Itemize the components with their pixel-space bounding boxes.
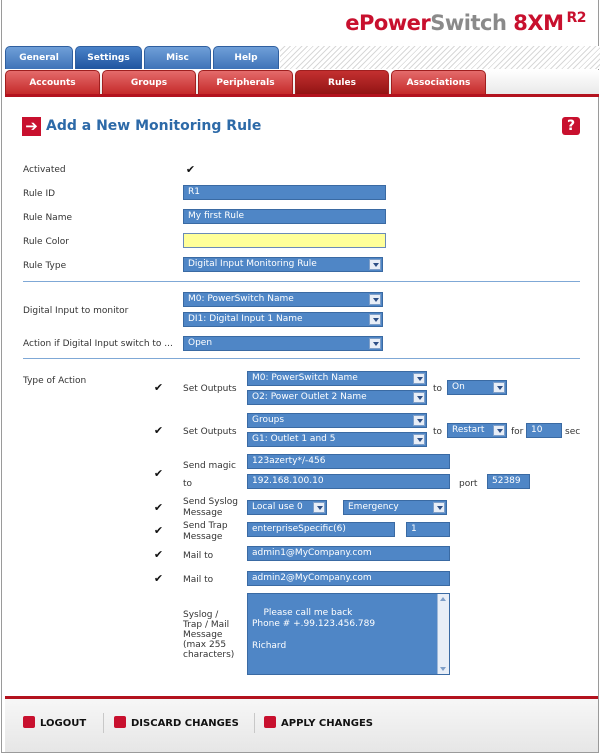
rule-id-label: Rule ID [23,189,56,199]
mail1-checkbox[interactable]: ✔ [153,548,164,561]
brand-logo [345,10,586,35]
close-icon [23,716,35,728]
trap-type-input[interactable]: enterpriseSpecific(6) [247,522,395,537]
set-outputs-1-checkbox[interactable]: ✔ [153,381,164,394]
scroll-down-icon[interactable] [440,667,446,671]
mail2-label: Mail to [183,575,214,585]
rule-color-label: Rule Color [23,237,69,247]
footer-separator [103,713,104,733]
chevron-down-icon[interactable] [493,425,505,436]
set-outputs-1-module-value: M0: PowerSwitch Name [252,373,358,383]
arrow-icon: ➔ [22,117,41,136]
subtab-accounts[interactable]: Accounts [5,70,100,94]
set-outputs-1-state-select[interactable] [447,380,507,395]
rule-type-value: Digital Input Monitoring Rule [188,259,317,269]
send-magic-label: Send magic [183,461,236,471]
set-outputs-1-outlet-value: O2: Power Outlet 2 Name [252,392,367,402]
chevron-down-icon[interactable] [433,502,445,513]
set-outputs-1-module-select[interactable] [247,371,427,386]
textarea-scrollbar[interactable] [437,594,449,674]
tab-general[interactable]: General [5,46,73,69]
di-action-label: Action if Digital Input switch to ... [23,339,173,349]
syslog-severity-value: Emergency [348,502,399,512]
message-label-line: Trap / Mail [183,620,230,630]
syslog-facility-select[interactable] [247,500,327,515]
trap-label-line2: Message [183,532,223,542]
separator [23,358,580,359]
syslog-label-line1: Send Syslog [183,497,238,507]
set-outputs-2-group-value: G1: Outlet 1 and 5 [252,434,336,444]
chevron-down-icon[interactable] [313,502,325,513]
chevron-down-icon[interactable] [369,314,381,325]
set-outputs-1-to-label: to [433,384,443,394]
set-outputs-1-state-value: On [452,382,465,392]
brand-part-switch: Switch [430,11,507,35]
rule-name-label: Rule Name [23,213,73,223]
send-magic-to-label: to [183,479,193,489]
footer-separator [254,713,255,733]
message-textarea[interactable] [247,593,450,675]
chevron-down-icon[interactable] [413,415,425,426]
sub-tabs [5,70,599,97]
type-of-action-label: Type of Action [23,376,87,386]
chevron-down-icon[interactable] [413,373,425,384]
rule-id-input[interactable]: R1 [183,185,386,200]
set-outputs-2-label: Set Outputs [183,427,237,437]
mail1-input[interactable]: admin1@MyCompany.com [247,546,450,561]
subtab-rules[interactable]: Rules [295,70,389,94]
mail2-input[interactable]: admin2@MyCompany.com [247,571,450,586]
chevron-down-icon[interactable] [413,392,425,403]
set-outputs-2-state-select[interactable] [447,423,507,438]
main-tabs [5,46,599,69]
tab-misc[interactable]: Misc [144,46,211,69]
discard-icon [114,716,126,728]
set-outputs-2-to-label: to [433,427,443,437]
discard-changes-button[interactable] [114,716,239,730]
set-outputs-2-state-value: Restart [452,425,485,435]
di-module-value: M0: PowerSwitch Name [188,294,294,304]
set-outputs-2-seconds-input[interactable]: 10 [526,423,562,438]
logout-label: LOGOUT [40,718,87,729]
di-action-value: Open [188,338,213,348]
apply-changes-button[interactable] [264,716,373,730]
chevron-down-icon[interactable] [369,294,381,305]
message-label-line: Message [183,630,223,640]
syslog-severity-select[interactable] [343,500,447,515]
trap-checkbox[interactable]: ✔ [153,524,164,537]
send-magic-port-label: port [459,479,478,489]
subtab-peripherals[interactable]: Peripherals [198,70,293,94]
mail1-label: Mail to [183,551,214,561]
set-outputs-2-checkbox[interactable]: ✔ [153,424,164,437]
set-outputs-2-sec-label: sec [565,427,581,437]
message-label [183,610,234,660]
set-outputs-1-label: Set Outputs [183,384,237,394]
page-title: Add a New Monitoring Rule [46,118,262,134]
rule-name-input[interactable]: My first Rule [183,209,386,224]
message-label-line: Syslog / [183,610,219,620]
message-label-line: characters) [183,650,235,660]
syslog-label-line2: Message [183,508,223,518]
set-outputs-2-for-label: for [511,427,524,437]
brand-part-model: 8XM [513,11,564,35]
rule-type-label: Rule Type [23,261,67,271]
activated-checkbox[interactable]: ✔ [185,163,196,176]
set-outputs-2-group-type-select[interactable] [247,413,427,428]
subtab-associations[interactable]: Associations [391,70,486,94]
di-monitor-label: Digital Input to monitor [23,306,129,316]
set-outputs-2-group-select[interactable] [247,432,427,447]
footer [5,699,598,752]
chevron-down-icon[interactable] [413,434,425,445]
send-magic-ip-input[interactable]: 192.168.100.10 [247,474,450,489]
save-icon [264,716,276,728]
discard-label: DISCARD CHANGES [131,718,239,729]
separator [23,281,580,282]
chevron-down-icon[interactable] [369,338,381,349]
tab-settings[interactable]: Settings [75,46,142,69]
trap-label-line1: Send Trap [183,521,228,531]
scroll-up-icon[interactable] [440,597,446,601]
subtab-groups[interactable]: Groups [102,70,196,94]
send-magic-password-input[interactable]: 123azerty*/-456 [247,454,450,469]
mail2-checkbox[interactable]: ✔ [153,572,164,585]
di-input-value: DI1: Digital Input 1 Name [188,314,303,324]
send-magic-checkbox[interactable]: ✔ [153,467,164,480]
syslog-checkbox[interactable]: ✔ [153,501,164,514]
brand-part-revision: R2 [566,10,586,26]
set-outputs-2-group-type-value: Groups [252,415,285,425]
chevron-down-icon[interactable] [493,382,505,393]
di-module-select[interactable] [183,292,383,307]
chevron-down-icon[interactable] [369,259,381,270]
syslog-facility-value: Local use 0 [252,502,303,512]
rule-color-input[interactable] [183,233,386,248]
tab-help[interactable]: Help [213,46,279,69]
message-text: Please call me back Phone # +.99.123.456.789 Richard [252,608,376,651]
activated-label: Activated [23,165,66,175]
rule-type-select[interactable] [183,257,383,272]
header [2,0,598,44]
message-label-line: (max 255 [183,640,227,650]
tab-hatch-decoration [280,46,600,69]
di-input-select[interactable] [183,312,383,327]
logout-button[interactable] [23,716,86,730]
send-magic-port-input[interactable]: 52389 [487,474,530,489]
help-icon[interactable]: ? [562,117,580,135]
trap-code-input[interactable]: 1 [406,522,450,537]
set-outputs-1-outlet-select[interactable] [247,390,427,405]
apply-label: APPLY CHANGES [281,718,373,729]
app-frame [1,0,599,753]
brand-part-epower: ePower [345,11,431,35]
di-action-select[interactable] [183,336,383,351]
